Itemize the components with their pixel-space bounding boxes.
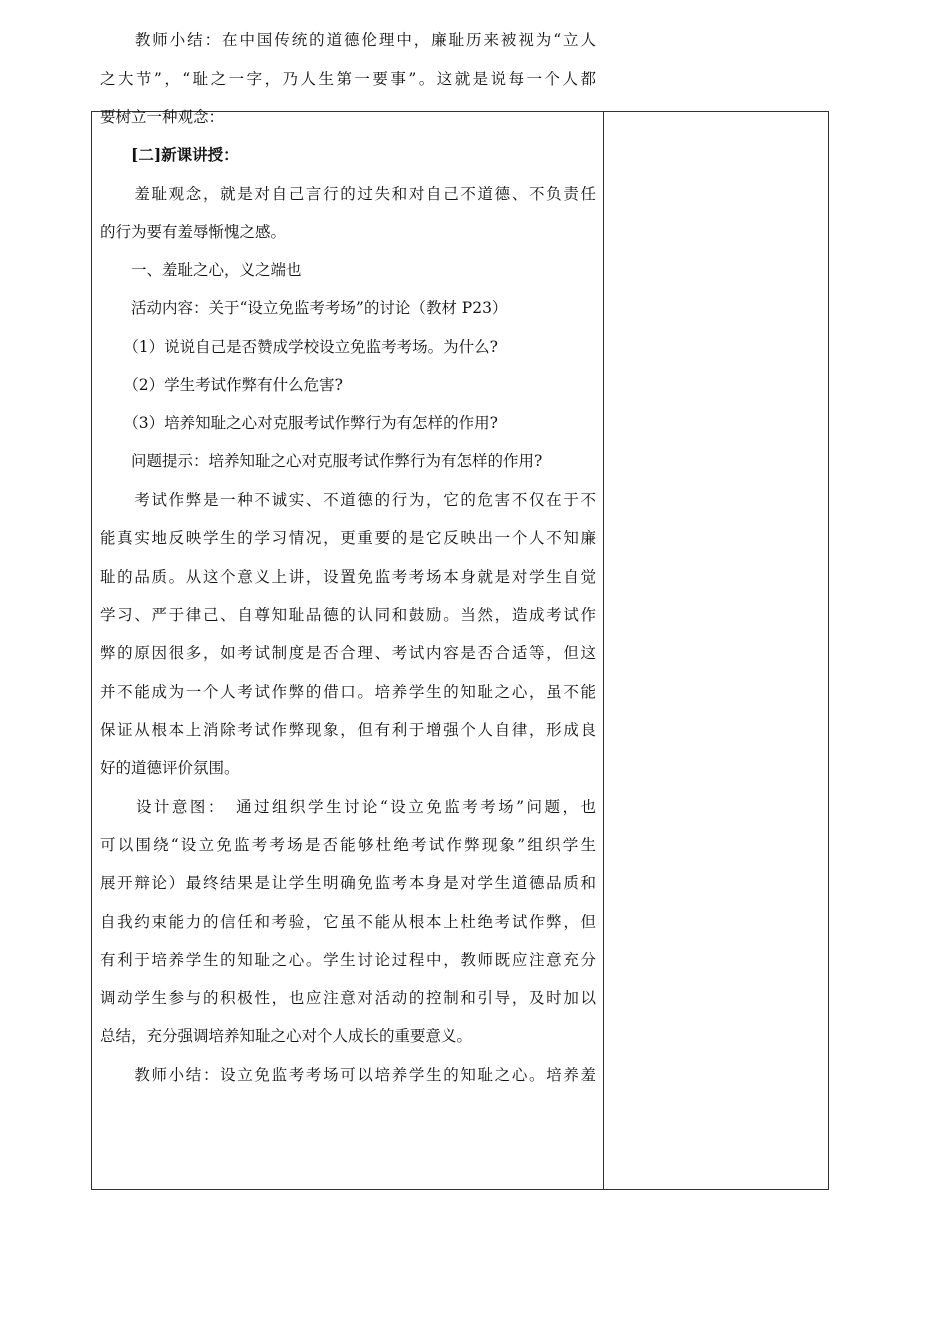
text-line: 一、羞耻之心，义之端也 <box>100 261 302 279</box>
text-line: 有利于培养学生的知耻之心。学生讨论过程中，教师既应注意充分 <box>100 951 596 969</box>
text-line: 总结，充分强调培养知耻之心对个人成长的重要意义。 <box>100 1027 473 1045</box>
text-line: 好的道德评价氛围。 <box>100 759 240 777</box>
text-line: 设计意图： 通过组织学生讨论“设立免监考考场”问题，也 <box>100 798 596 816</box>
text-line: 要树立一种观念： <box>100 108 225 126</box>
text-line: 学习、严于律己、自尊知耻品德的认同和鼓励。当然，造成考试作 <box>100 606 596 624</box>
text-line: 可以围绕“设立免监考考场是否能够杜绝考试作弊现象”组织学生 <box>100 836 596 854</box>
text-line: [二]新课讲授： <box>100 145 239 164</box>
text-line: 之大节”，“耻之一字，乃人生第一要事”。这就是说每一个人都 <box>100 70 596 88</box>
lesson-table <box>91 31 829 1190</box>
text-line: 教师小结：在中国传统的道德伦理中，廉耻历来被视为“立人 <box>100 31 596 49</box>
text-line: 活动内容：关于“设立免监考考场”的讨论（教材 P23） <box>100 299 508 317</box>
text-line: 耻的品质。从这个意义上讲，设置免监考考场本身就是对学生自觉 <box>100 568 596 586</box>
text-line: 弊的原因很多，如考试制度是否合理、考试内容是否合适等，但这 <box>100 644 596 662</box>
text-line: 问题提示：培养知耻之心对克服考试作弊行为有怎样的作用? <box>100 452 543 470</box>
text-line: 的行为要有羞辱惭愧之感。 <box>100 223 287 241</box>
text-line: 考试作弊是一种不诚实、不道德的行为，它的危害不仅在于不 <box>100 491 596 509</box>
text-line: 自我约束能力的信任和考验，它虽不能从根本上杜绝考试作弊，但 <box>100 913 596 931</box>
text-line: 保证从根本上消除考试作弊现象，但有利于增强个人自律，形成良 <box>100 721 596 739</box>
text-line: （2）学生考试作弊有什么危害? <box>100 376 343 394</box>
text-line: （3）培养知耻之心对克服考试作弊行为有怎样的作用? <box>100 414 498 432</box>
text-line: 展开辩论）最终结果是让学生明确免监考本身是对学生道德品质和 <box>100 874 596 892</box>
notes-cell <box>604 112 828 1189</box>
text-line: 调动学生参与的积极性，也应注意对活动的控制和引导，及时加以 <box>100 989 596 1007</box>
text-line: 并不能成为一个人考试作弊的借口。培养学生的知耻之心，虽不能 <box>100 683 596 701</box>
text-line: 能真实地反映学生的学习情况，更重要的是它反映出一个人不知廉 <box>100 529 596 547</box>
text-line: 教师小结：设立免监考考场可以培养学生的知耻之心。培养羞 <box>100 1066 596 1084</box>
text-line: 羞耻观念，就是对自己言行的过失和对自己不道德、不负责任 <box>100 185 596 203</box>
text-line: （1）说说自己是否赞成学校设立免监考考场。为什么? <box>100 338 498 356</box>
